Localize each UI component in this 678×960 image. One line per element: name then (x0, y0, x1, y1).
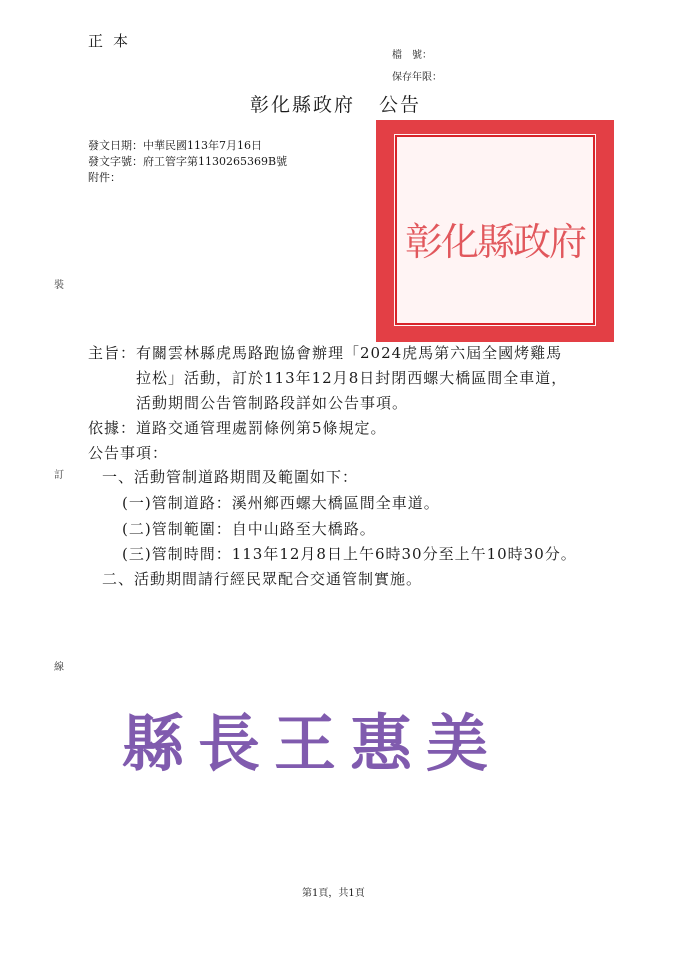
agency-name: 彰化縣政府 (250, 94, 356, 116)
document-number: 發文字號：府工管字第1130265369B號 (88, 155, 288, 168)
issue-date: 發文日期：中華民國113年7月16日 (88, 139, 262, 152)
original-copy-label: 正本 (88, 32, 139, 50)
signature-text: 縣長王惠美 (121, 707, 503, 780)
subject-line-3: 活動期間公告管制路段詳如公告事項。 (136, 394, 409, 412)
basis-line: 依據：道路交通管理處罰條例第5條規定。 (88, 419, 387, 437)
subject-line-2: 拉松」活動，訂於113年12月8日封閉西螺大橋區間全車道， (136, 369, 568, 387)
item-one-sub-2: (二)管制範圍：自中山路至大橋路。 (122, 520, 376, 538)
item-one-sub-1: (一)管制道路：溪州鄉西螺大橋區間全車道。 (122, 494, 440, 512)
item-one: 一、活動管制道路期間及範圍如下： (102, 468, 359, 486)
item-one-sub-3: (三)管制時間：113年12月8日上午6時30分至上午10時30分。 (122, 545, 577, 563)
item-two: 二、活動期間請行經民眾配合交通管制實施。 (102, 570, 423, 588)
official-seal-stamp (376, 120, 614, 342)
document-title (250, 90, 421, 117)
attachment-label: 附件： (88, 171, 121, 184)
file-number-label: 檔 號： (392, 50, 432, 61)
page-number: 第1頁，共1頁 (302, 888, 365, 899)
binding-mark-xian: 線 (54, 662, 64, 673)
subject-line-1: 主旨：有關雲林縣虎馬路跑協會辦理「2024虎馬第六屆全國烤雞馬 (88, 344, 563, 362)
seal-text: 彰化縣政府 (404, 220, 586, 264)
signature-stamp (112, 695, 512, 787)
document-type: 公告 (379, 94, 422, 116)
binding-mark-zhuang: 裝 (54, 280, 64, 291)
retention-period-label: 保存年限： (392, 72, 442, 83)
binding-mark-ding: 訂 (54, 470, 64, 481)
items-heading: 公告事項： (88, 444, 169, 462)
